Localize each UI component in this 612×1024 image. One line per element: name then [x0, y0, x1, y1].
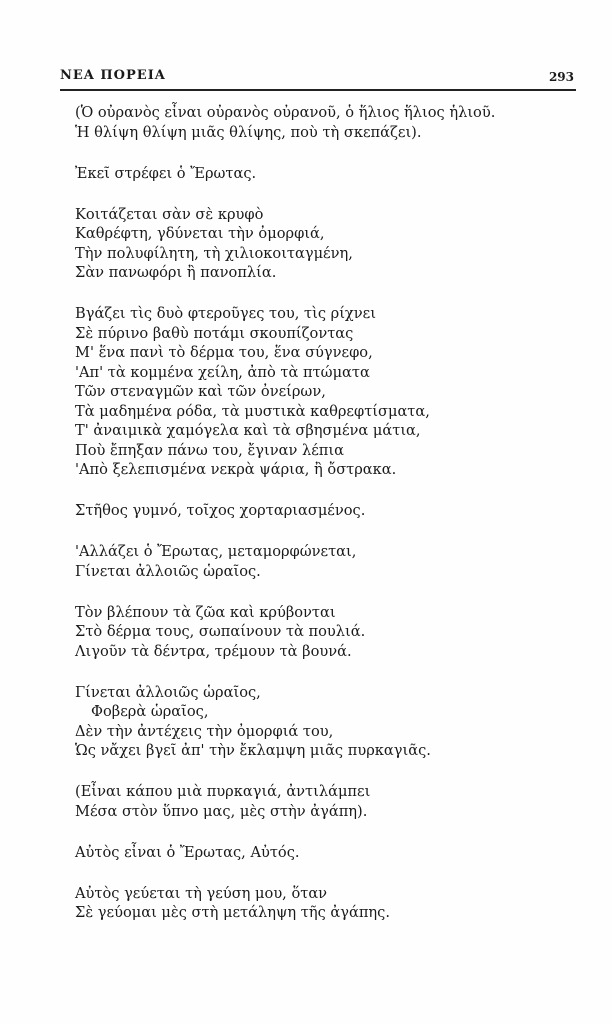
poem-line: Στὸ δέρμα τους, σωπαίνουν τὰ πουλιά. [75, 623, 366, 640]
stanza-9 [75, 782, 575, 821]
poem-line: Μέσα στὸν ὕπνο μας, μὲς στὴν ἀγάπη). [75, 802, 368, 820]
poem-body [75, 103, 575, 944]
stanza-8 [75, 683, 575, 761]
poem-line: 'Αλλάζει ὁ Ἔρωτας, μεταμορφώνεται, [75, 543, 357, 560]
stanza-6 [75, 542, 575, 581]
stanza-10 [75, 843, 575, 863]
stanza-2 [75, 164, 575, 184]
stanza-1 [75, 103, 575, 142]
poem-line: Δὲν τὴν ἀντέχεις τὴν ὀμορφιά του, [75, 722, 334, 740]
poem-line: Φοβερὰ ὡραῖος, [91, 703, 209, 720]
stanza-5 [75, 501, 575, 521]
journal-title: ΝΕΑ ΠΟΡΕΙΑ [60, 68, 166, 83]
running-head [60, 68, 574, 88]
poem-line: Ἡ θλίψη θλίψη μιᾶς θλίψης, ποὺ τὴ σκεπάζει). [75, 123, 422, 141]
header-rule [60, 89, 576, 91]
poem-line: 'Απὸ ξελεπισμένα νεκρὰ ψάρια, ἢ ὄστρακα. [75, 461, 397, 478]
poem-line: Τὰ μαδημένα ρόδα, τὰ μυστικὰ καθρεφτίσματα, [75, 402, 430, 420]
poem-line: Αὐτὸς εἶναι ὁ Ἔρωτας, Αὐτός. [75, 843, 300, 861]
poem-line: Ποὺ ἔπηξαν πάνω του, ἔγιναν λέπια [75, 441, 344, 459]
poem-line: Τὴν πολυφίλητη, τὴ χιλιοκοιταγμένη, [75, 244, 353, 262]
poem-line: 'Απ' τὰ κομμένα χείλη, ἀπὸ τὰ πτώματα [75, 363, 370, 381]
poem-line: (Ὁ οὐρανὸς εἶναι οὐρανὸς οὐρανοῦ, ὁ ἥλιος ἥλιος ἡλιοῦ. [75, 104, 496, 121]
poem-line: (Εἶναι κάπου μιὰ πυρκαγιά, ἀντιλάμπει [75, 783, 371, 800]
poem-line: Λιγοῦν τὰ δέντρα, τρέμουν τὰ βουνά. [75, 642, 352, 660]
stanza-11 [75, 884, 575, 923]
poem-line: Σὰν πανωφόρι ἢ πανοπλία. [75, 264, 277, 281]
poem-line: Μ' ἕνα πανὶ τὸ δέρμα του, ἕνα σύγνεφο, [75, 344, 373, 361]
poem-line: Σὲ γεύομαι μὲς στὴ μετάληψη τῆς ἀγάπης. [75, 904, 390, 921]
poem-line: Ὡς νἄχει βγεῖ ἀπ' τὴν ἔκλαμψη μιᾶς πυρκαγιᾶς. [75, 742, 431, 759]
stanza-7 [75, 603, 575, 662]
poem-line: Καθρέφτη, γδύνεται τὴν ὀμορφιά, [75, 225, 325, 242]
poem-line: Τ' ἀναιμικὰ χαμόγελα καὶ τὰ σβησμένα μάτια, [75, 422, 421, 439]
poem-line: Γίνεται ἀλλοιῶς ὡραῖος. [75, 562, 261, 580]
poem-line: Στῆθος γυμνό, τοῖχος χορταριασμένος. [75, 502, 366, 519]
poem-line: Ἐκεῖ στρέφει ὁ Ἔρωτας. [75, 164, 257, 182]
poem-line: Τῶν στεναγμῶν καὶ τῶν ὀνείρων, [75, 383, 326, 400]
page-number: 293 [548, 70, 574, 84]
poem-line: Βγάζει τὶς δυὸ φτεροῦγες του, τὶς ρίχνει [75, 305, 376, 322]
poem-line: Αὐτὸς γεύεται τὴ γεύση μου, ὅταν [75, 884, 328, 902]
poem-line: Σὲ πύρινο βαθὺ ποτάμι σκουπίζοντας [75, 324, 354, 342]
poem-line: Κοιτάζεται σὰν σὲ κρυφὸ [75, 205, 264, 223]
stanza-3 [75, 205, 575, 283]
poem-line: Τὸν βλέπουν τὰ ζῶα καὶ κρύβονται [75, 603, 336, 621]
poem-line: Γίνεται ἀλλοιῶς ὡραῖος, [75, 683, 261, 701]
stanza-4 [75, 304, 575, 480]
